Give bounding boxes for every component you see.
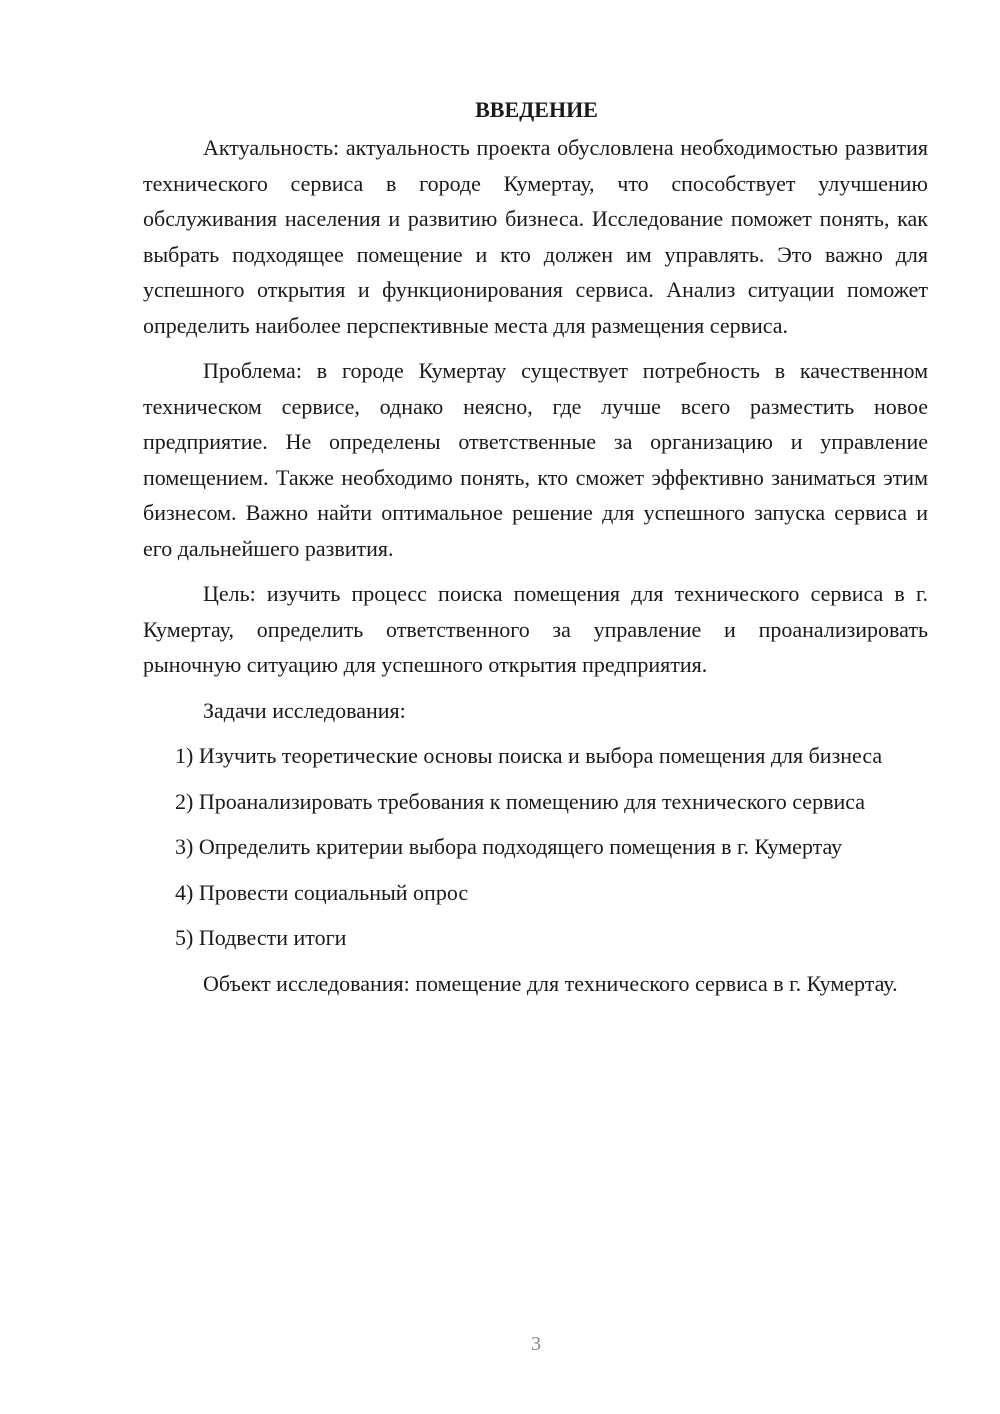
list-item: 1) Изучить теоретические основы поиска и выбора помещения для бизнеса — [175, 743, 883, 768]
paragraph-goal: Цель: изучить процесс поиска помещения для технического сервиса в г. Кумертау, определить ответственного за управление и проанализировать рыночную ситуацию для успешного открытия предприятия. — [143, 581, 928, 677]
paragraph-object: Объект исследования: помещение для технического сервиса в г. Кумертау. — [203, 970, 898, 996]
list-item: 4) Провести социальный опрос — [175, 879, 469, 905]
paragraph-problem: Проблема: в городе Кумертау существует потребность в качественном техническом сервисе, однако неясно, где лучше всего разместить новое предприятие. Не определены ответственные за организацию и управление помещением. Также необходимо понять, кто сможет эффективно заниматься этим бизнесом. Важно найти оптимальное решение для успешного запуска сервиса и его дальнейшего развития. — [143, 358, 928, 561]
document-page — [143, 92, 928, 1011]
list-item: 2) Проанализировать требования к помещению для технического сервиса — [175, 788, 866, 814]
tasks-title: Задачи исследования: — [203, 697, 406, 723]
paragraph-relevance: Актуальность: актуальность проекта обусловлена необходимостью развития технического сервиса в городе Кумертау, что способствует улучшению обслуживания населения и развитию бизнеса. Исследование поможет понять, как выбрать подходящее помещение и кто должен им управлять. Это важно для успешного открытия и функционирования сервиса. Анализ ситуации поможет определить наиболее перспективные места для размещения сервиса. — [143, 135, 928, 338]
list-item: 5) Подвести итоги — [175, 925, 347, 950]
section-heading: ВВЕДЕНИЕ — [475, 97, 598, 122]
page-number: 3 — [531, 1333, 541, 1355]
list-item: 3) Определить критерии выбора подходящего помещения в г. Кумертау — [175, 834, 843, 859]
